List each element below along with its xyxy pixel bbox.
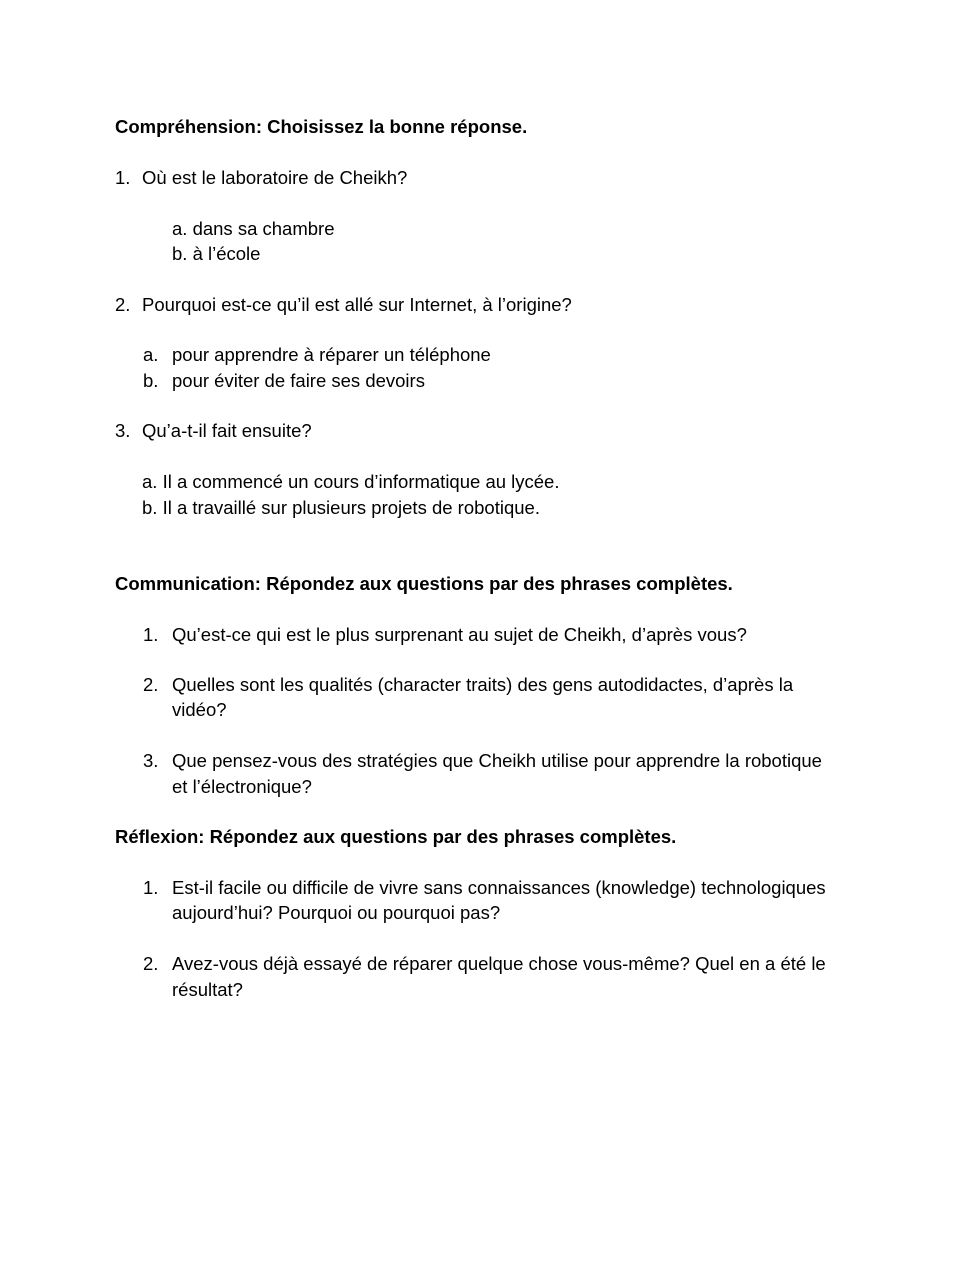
answer-letter: b. xyxy=(143,370,159,391)
answer-option: pour éviter de faire ses devoirs xyxy=(172,370,425,391)
answer-option: a. Il a commencé un cours d’informatique au lycée. xyxy=(142,471,560,492)
question-number: 2. xyxy=(143,953,159,974)
question-text: Où est le laboratoire de Cheikh? xyxy=(142,167,408,188)
answer-letter: a. xyxy=(143,344,159,365)
question-number: 2. xyxy=(143,674,159,695)
question-text: aujourd’hui? Pourquoi ou pourquoi pas? xyxy=(172,902,501,923)
question-number: 1. xyxy=(143,877,159,898)
answer-option: b. Il a travaillé sur plusieurs projets de robotique. xyxy=(142,497,540,518)
question-text: vidéo? xyxy=(172,699,227,720)
question-number: 3. xyxy=(115,420,131,441)
question-text: Qu’a-t-il fait ensuite? xyxy=(142,420,312,441)
reflexion-heading: Réflexion: Répondez aux questions par des phrases complètes. xyxy=(115,826,677,847)
question-text: Est-il facile ou difficile de vivre sans connaissances (knowledge) technologiques xyxy=(172,877,826,898)
question-number: 1. xyxy=(143,624,159,645)
answer-option: b. à l’école xyxy=(172,243,261,264)
question-text: Qu’est-ce qui est le plus surprenant au sujet de Cheikh, d’après vous? xyxy=(172,624,747,645)
question-text: et l’électronique? xyxy=(172,776,312,797)
question-number: 2. xyxy=(115,294,131,315)
question-text: Que pensez-vous des stratégies que Cheikh utilise pour apprendre la robotique xyxy=(172,750,822,771)
question-text: Pourquoi est-ce qu’il est allé sur Internet, à l’origine? xyxy=(142,294,572,315)
question-text: résultat? xyxy=(172,979,243,1000)
question-text: Avez-vous déjà essayé de réparer quelque chose vous-même? Quel en a été le xyxy=(172,953,826,974)
question-text: Quelles sont les qualités (character traits) des gens autodidactes, d’après la xyxy=(172,674,794,695)
answer-option: a. dans sa chambre xyxy=(172,218,335,239)
answer-option: pour apprendre à réparer un téléphone xyxy=(172,344,491,365)
communication-heading: Communication: Répondez aux questions par des phrases complètes. xyxy=(115,573,733,594)
question-number: 1. xyxy=(115,167,131,188)
question-number: 3. xyxy=(143,750,159,771)
comprehension-heading: Compréhension: Choisissez la bonne réponse. xyxy=(115,116,528,137)
